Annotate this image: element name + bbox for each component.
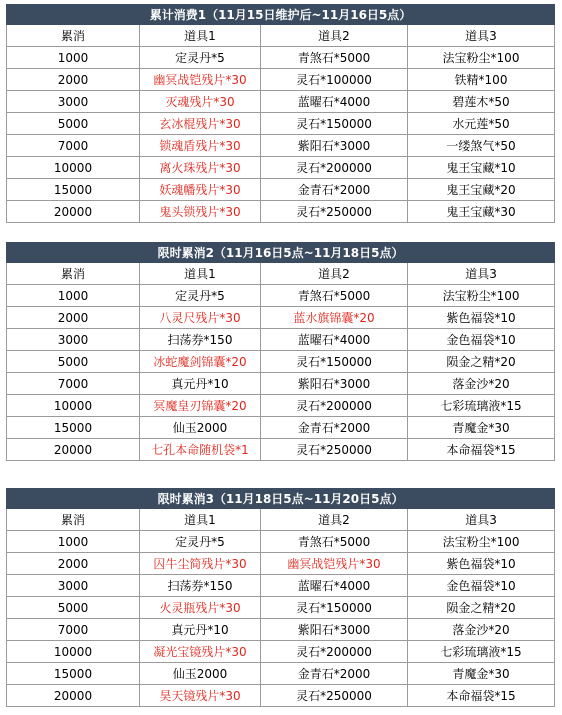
column-header: 道具1	[140, 509, 261, 531]
column-header: 道具2	[261, 263, 408, 285]
item3-cell: 铁精*100	[408, 69, 555, 91]
table-row	[7, 395, 555, 417]
item2-cell: 灵石*200000	[261, 157, 408, 179]
item3-cell: 七彩琉璃液*15	[408, 641, 555, 663]
amount-cell: 1000	[7, 47, 140, 69]
column-header: 道具3	[408, 25, 555, 47]
item2-cell: 蓝曜石*4000	[261, 91, 408, 113]
amount-cell: 10000	[7, 641, 140, 663]
amount-cell: 10000	[7, 157, 140, 179]
item1-cell: 火灵瓶残片*30	[140, 597, 261, 619]
item2-cell: 金青石*2000	[261, 417, 408, 439]
table-row	[7, 417, 555, 439]
item1-cell: 扫荡券*150	[140, 575, 261, 597]
item2-cell: 青煞石*5000	[261, 47, 408, 69]
item3-cell: 鬼王宝藏*20	[408, 179, 555, 201]
column-header: 道具3	[408, 509, 555, 531]
amount-cell: 2000	[7, 553, 140, 575]
item2-cell: 青煞石*5000	[261, 285, 408, 307]
item2-cell: 紫阳石*3000	[261, 373, 408, 395]
item2-cell: 灵石*200000	[261, 641, 408, 663]
item1-cell: 八灵尺残片*30	[140, 307, 261, 329]
item3-cell: 落金沙*20	[408, 373, 555, 395]
item2-cell: 蓝曜石*4000	[261, 329, 408, 351]
item1-cell: 玄冰棍残片*30	[140, 113, 261, 135]
item3-cell: 青魔金*30	[408, 663, 555, 685]
table-row	[7, 575, 555, 597]
item3-cell: 本命福袋*15	[408, 685, 555, 707]
item2-cell: 灵石*250000	[261, 201, 408, 223]
item3-cell: 金色福袋*10	[408, 329, 555, 351]
column-header: 道具1	[140, 263, 261, 285]
item3-cell: 鬼王宝藏*30	[408, 201, 555, 223]
amount-cell: 2000	[7, 307, 140, 329]
table-row	[7, 373, 555, 395]
item1-cell: 真元丹*10	[140, 619, 261, 641]
item1-cell: 扫荡券*150	[140, 329, 261, 351]
item1-cell: 昊天镜残片*30	[140, 685, 261, 707]
table-row	[7, 553, 555, 575]
item1-cell: 凝光宝镜残片*30	[140, 641, 261, 663]
item2-cell: 灵石*100000	[261, 69, 408, 91]
item1-cell: 定灵丹*5	[140, 531, 261, 553]
table-row	[7, 307, 555, 329]
item3-cell: 七彩琉璃液*15	[408, 395, 555, 417]
item3-cell: 陨金之精*20	[408, 351, 555, 373]
table-title: 限时累消2（11月16日5点~11月18日5点）	[7, 243, 555, 263]
item1-cell: 仙玉2000	[140, 417, 261, 439]
item1-cell: 仙玉2000	[140, 663, 261, 685]
item3-cell: 碧莲木*50	[408, 91, 555, 113]
item3-cell: 水元莲*50	[408, 113, 555, 135]
item2-cell: 灵石*200000	[261, 395, 408, 417]
amount-cell: 3000	[7, 329, 140, 351]
reward-table-2	[6, 242, 555, 461]
column-header: 累消	[7, 263, 140, 285]
table-title: 累计消费1（11月15日维护后~11月16日5点）	[7, 5, 555, 25]
amount-cell: 5000	[7, 351, 140, 373]
column-header: 道具2	[261, 25, 408, 47]
table-row	[7, 179, 555, 201]
amount-cell: 5000	[7, 113, 140, 135]
amount-cell: 20000	[7, 201, 140, 223]
amount-cell: 7000	[7, 619, 140, 641]
item3-cell: 一缕煞气*50	[408, 135, 555, 157]
table-row	[7, 135, 555, 157]
column-header: 道具3	[408, 263, 555, 285]
amount-cell: 3000	[7, 91, 140, 113]
table-row	[7, 439, 555, 461]
table-row	[7, 285, 555, 307]
item3-cell: 紫色福袋*10	[408, 553, 555, 575]
item2-cell: 紫阳石*3000	[261, 135, 408, 157]
item2-cell: 金青石*2000	[261, 663, 408, 685]
column-header: 道具1	[140, 25, 261, 47]
amount-cell: 1000	[7, 531, 140, 553]
item1-cell: 定灵丹*5	[140, 285, 261, 307]
amount-cell: 20000	[7, 685, 140, 707]
header-row	[7, 509, 555, 531]
item3-cell: 鬼王宝藏*10	[408, 157, 555, 179]
header-row	[7, 25, 555, 47]
table-row	[7, 641, 555, 663]
item3-cell: 紫色福袋*10	[408, 307, 555, 329]
item2-cell: 蓝水旗锦囊*20	[261, 307, 408, 329]
table-row	[7, 47, 555, 69]
item3-cell: 陨金之精*20	[408, 597, 555, 619]
table-row	[7, 91, 555, 113]
table-row	[7, 663, 555, 685]
item2-cell: 青煞石*5000	[261, 531, 408, 553]
item1-cell: 妖魂幡残片*30	[140, 179, 261, 201]
item3-cell: 法宝粉尘*100	[408, 531, 555, 553]
table-row	[7, 113, 555, 135]
item1-cell: 囚牛尘简残片*30	[140, 553, 261, 575]
amount-cell: 15000	[7, 179, 140, 201]
reward-table-3	[6, 488, 555, 707]
amount-cell: 3000	[7, 575, 140, 597]
amount-cell: 5000	[7, 597, 140, 619]
item2-cell: 灵石*250000	[261, 685, 408, 707]
item1-cell: 灭魂残片*30	[140, 91, 261, 113]
item2-cell: 紫阳石*3000	[261, 619, 408, 641]
item2-cell: 灵石*150000	[261, 597, 408, 619]
item1-cell: 幽冥战铠残片*30	[140, 69, 261, 91]
item2-cell: 金青石*2000	[261, 179, 408, 201]
amount-cell: 20000	[7, 439, 140, 461]
table-row	[7, 69, 555, 91]
column-header: 道具2	[261, 509, 408, 531]
reward-table-1	[6, 4, 555, 223]
item2-cell: 灵石*150000	[261, 351, 408, 373]
table-row	[7, 201, 555, 223]
item1-cell: 七孔本命随机袋*1	[140, 439, 261, 461]
item1-cell: 真元丹*10	[140, 373, 261, 395]
item1-cell: 定灵丹*5	[140, 47, 261, 69]
item2-cell: 幽冥战铠残片*30	[261, 553, 408, 575]
item1-cell: 锁魂盾残片*30	[140, 135, 261, 157]
item3-cell: 落金沙*20	[408, 619, 555, 641]
item3-cell: 法宝粉尘*100	[408, 47, 555, 69]
amount-cell: 2000	[7, 69, 140, 91]
item2-cell: 灵石*250000	[261, 439, 408, 461]
table-row	[7, 597, 555, 619]
amount-cell: 10000	[7, 395, 140, 417]
item2-cell: 蓝曜石*4000	[261, 575, 408, 597]
item1-cell: 冰蛇魔剑锦囊*20	[140, 351, 261, 373]
column-header: 累消	[7, 509, 140, 531]
amount-cell: 7000	[7, 373, 140, 395]
item3-cell: 金色福袋*10	[408, 575, 555, 597]
item2-cell: 灵石*150000	[261, 113, 408, 135]
item1-cell: 冥魔皇刃锦囊*20	[140, 395, 261, 417]
item3-cell: 本命福袋*15	[408, 439, 555, 461]
column-header: 累消	[7, 25, 140, 47]
item1-cell: 鬼头锁残片*30	[140, 201, 261, 223]
item3-cell: 青魔金*30	[408, 417, 555, 439]
amount-cell: 7000	[7, 135, 140, 157]
table-title: 限时累消3（11月18日5点~11月20日5点）	[7, 489, 555, 509]
item3-cell: 法宝粉尘*100	[408, 285, 555, 307]
table-row	[7, 351, 555, 373]
amount-cell: 15000	[7, 663, 140, 685]
table-row	[7, 531, 555, 553]
amount-cell: 1000	[7, 285, 140, 307]
header-row	[7, 263, 555, 285]
amount-cell: 15000	[7, 417, 140, 439]
table-row	[7, 619, 555, 641]
table-row	[7, 329, 555, 351]
item1-cell: 离火珠残片*30	[140, 157, 261, 179]
table-row	[7, 157, 555, 179]
table-row	[7, 685, 555, 707]
